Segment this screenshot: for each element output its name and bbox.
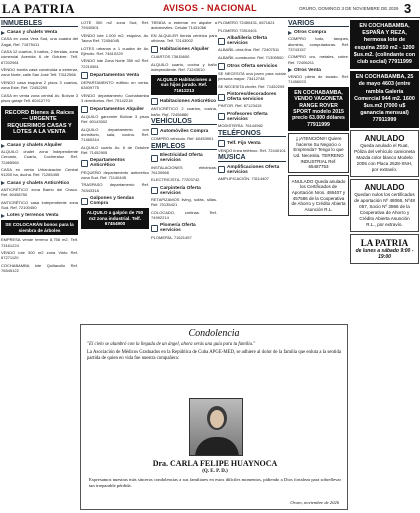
category-heading: Amplificaciones Oferta servicios bbox=[218, 165, 286, 175]
saw-icon bbox=[151, 187, 158, 194]
newspaper-logo: LA PATRIA bbox=[2, 1, 75, 16]
arrow-icon bbox=[1, 214, 5, 218]
paint-brush-icon bbox=[218, 94, 225, 101]
classified-ad: LOTE 300 m2 zona Sud, Ref. 79340501 bbox=[81, 20, 149, 31]
speaker-icon bbox=[218, 166, 225, 173]
section-banner-inmuebles: INMUEBLES bbox=[1, 21, 78, 27]
tools-icon bbox=[218, 63, 225, 70]
arrow-icon bbox=[1, 181, 5, 185]
classified-ad: ALQUILO departamento con dormitorio, sala, cocina. Ref. 71460244 bbox=[81, 126, 149, 143]
arrow-icon bbox=[1, 31, 5, 35]
anulado-notice bbox=[350, 179, 419, 232]
column-3 bbox=[151, 20, 217, 338]
column-1 bbox=[1, 20, 78, 510]
classified-ad: INSTALACIONES eléctricas. 76130968 bbox=[151, 164, 217, 175]
condolence-signature: Oruro, noviembre de 2026 bbox=[290, 500, 339, 505]
building-icon bbox=[81, 160, 88, 167]
featured-black-ad: ALQUILO a galpón de 750 m2 zona industrial. Telf. 67454900 bbox=[81, 208, 149, 229]
section-banner-empleos: EMPLEOS bbox=[151, 144, 217, 150]
classified-ad: VENDO bonita casa construida a estrenar, zona Norte, calle San José Telf. 73112566 bbox=[1, 67, 78, 78]
face-shape bbox=[210, 410, 224, 428]
bed-icon bbox=[151, 46, 158, 53]
classified-ad: COCHABAMBA lote Quillacollo Ref. 76545122 bbox=[1, 262, 78, 274]
classified-ad: ALQUILO cuarto Av. 6 de Octubre Ref. 71452905 bbox=[81, 144, 149, 155]
featured-black-ad: RECORD Bienes & Raíces — URGENTE REQUERIMOS CASAS Y LOTES A LA VENTA bbox=[1, 106, 78, 140]
condolence-body: La Asociación de Médicos Graduados en la República de Cuba APGE-MED, se adhiere al dolor de la familia que enluta a la sentida partida de quien en vida fue nuestra compañera: bbox=[87, 350, 341, 361]
classified-ad: ANTICRÉTICO 2 cuartos, cocina, baño. Ref. 72456880 bbox=[151, 106, 217, 117]
section-banner-telefonos: TELÉFONOS bbox=[218, 131, 286, 137]
anulado-title: ANULADO bbox=[364, 182, 405, 192]
classified-ad: PLOMERÍA. 71621457 bbox=[151, 234, 192, 240]
category-heading: Habitaciones Alquiler bbox=[151, 46, 217, 53]
classified-ad: COMPRO oro, metales, cobre. Ref. 72406211 bbox=[288, 54, 349, 65]
featured-black-ad: EN COCHABAMBA, VENDO VAGONETA RANGE ROVER SPORT modelo 2015 precio 63.000 dólares 77911999 bbox=[288, 87, 349, 131]
classified-ad: AMPLIFICACIÓN. 73114407 bbox=[218, 176, 269, 182]
column-2 bbox=[81, 20, 149, 338]
classified-ad: COMPRO todo, tanques, aluminio, computadoras. Ref. 73743157 bbox=[288, 36, 349, 52]
bed-icon bbox=[151, 98, 158, 105]
classified-ad: CASA en zona Vera Sud, una cuadra del Zagal, Ref. 71875411 bbox=[1, 36, 78, 47]
classified-ad: CUARTOS 73615600 bbox=[151, 54, 190, 60]
newspaper-logo: LA PATRIA bbox=[360, 237, 409, 248]
classified-ad: VENDO lote 300 m2 zona Vinto Ref. 67271120 bbox=[1, 250, 78, 261]
featured-black-ad: ALQUILO Habitaciones a sus hijos jurado. Ref. 71612213 bbox=[151, 75, 217, 96]
classified-ad: DEPARTAMENTO edificio en venta. 63409775 bbox=[81, 79, 149, 90]
classified-ad: ANTICRÉTICO zona Barrio del Chaco. Ref. 60458750 bbox=[1, 186, 78, 197]
newspaper-hours-ad bbox=[350, 234, 419, 264]
rest-in-peace: (Q. E. P. D.) bbox=[202, 469, 228, 474]
category-heading: Casas y chalets Anticrético bbox=[1, 181, 78, 186]
category-heading: Departamentos Alquiler bbox=[81, 106, 149, 113]
boxed-notice-ad: ANULADO Queda anulado los Certificados de Aportación Nros. 486407 y 457586 de la Cooperativa de Ahorro y Crédito Abierta Asunción R.L. bbox=[288, 175, 349, 217]
classified-ad: ALQUILO cuarto, cocina y baño independiente. Ref. 71243010 bbox=[151, 61, 217, 72]
boxed-notice-ad: ¡¡¡ATENCIÓN!!! Quiere hacerse Su Negocio o Emprenda? Tengo lo que Ud. Necesita. TERRENO INDUSTRIAL Ref. 65487753 bbox=[288, 133, 349, 173]
building-icon bbox=[81, 106, 88, 113]
condolence-footer: Expresamos nuestras más sinceras condolencias a sus familiares en estos difíciles momentos, pidiendo a Dios fortaleza para sobrellevar tan irreparable pérdida. bbox=[89, 477, 341, 488]
classified-ad: VENDO lote 1.000 m2, esquina, Av. Tacna Ref. 72454045 bbox=[81, 32, 149, 43]
classified-ad: SE NECESITA chofer. Ref. 71452209 bbox=[218, 83, 285, 89]
category-heading: Electricidad Oferta servicios bbox=[151, 153, 217, 163]
classified-ad: VENDO línea teléfono. Ref. 72440101 bbox=[218, 147, 286, 153]
classified-ad: LOTES urbanos a 1 cuadra de Av. Ejército. Ref. 74610220 bbox=[81, 45, 149, 56]
category-heading: Automóviles Compra bbox=[151, 128, 217, 135]
section-banner-musica: MÚSICA bbox=[218, 155, 286, 161]
category-heading: Departamentos Anticrético bbox=[81, 158, 149, 168]
classified-ad: TRASPASO departamento Ref. 76343318 bbox=[81, 182, 149, 193]
category-heading: Otros Oferta servicios bbox=[218, 63, 286, 70]
category-heading: Departamentos Venta bbox=[81, 72, 149, 79]
anulado-text: Quedan nulos los certificados de aportación Nº 48066, Nº48 057, Socio Nº 3866 de la Cooperativa de Ahorro y Crédito Abierta Asunción R.L., por extravío. bbox=[354, 191, 415, 227]
category-heading: Telf. Fijo Venta bbox=[218, 140, 286, 147]
category-heading: Otros Compra bbox=[288, 30, 349, 35]
column-4 bbox=[218, 20, 286, 338]
classified-ad: CASA en venta Urbanización Central 91200 ha, ducha. Ref. 71265455 bbox=[1, 167, 78, 178]
deceased-photo bbox=[189, 398, 243, 456]
arrow-icon bbox=[1, 144, 5, 148]
category-heading: Albañilería Oferta servicios bbox=[218, 36, 286, 46]
condolence-quote: "El cielo se alumbró con la llegada de un ángel, ahora serás una guía para tu familia." bbox=[87, 342, 256, 347]
store-icon bbox=[81, 198, 88, 205]
classified-ad: ANTICRÉTICO casa independiente zona Sud. Ref. 72100450 bbox=[1, 199, 78, 210]
classified-ad: PEQUEÑO departamento anticrético zona Sud. Ref. 71140445 bbox=[81, 169, 149, 180]
category-heading: Plomería Oferta servicios bbox=[151, 223, 217, 233]
classified-ad: VENDO casa esquina 2 pisos 3 cuartos, zona Este, Ref. 72452290 bbox=[1, 80, 78, 91]
classified-ad: PINTOR. Ref. 67123415 bbox=[218, 103, 262, 109]
classified-ad: COLOCADO, cortinas. Ref. 74992214 bbox=[151, 209, 217, 220]
classified-ad: VENDO lote Zona Norte 350 m2 Ref. 72210561 bbox=[81, 58, 149, 69]
category-heading: Otros Venta bbox=[288, 68, 349, 73]
featured-black-ad: SE COLOCARÁN bonos para la siembra de árboles bbox=[1, 220, 78, 235]
category-heading: Casas y chalets Venta bbox=[1, 30, 78, 35]
edition-date: ORURO, DOMINGO 3 DE NOVIEMBRE DE 2026 bbox=[299, 6, 399, 11]
category-heading: Casas y chalets Alquiler bbox=[1, 143, 78, 148]
book-icon bbox=[218, 113, 225, 120]
category-heading: Carpintería Oferta servicios bbox=[151, 186, 217, 196]
section-title: AVISOS - NACIONAL bbox=[163, 3, 257, 13]
classified-ad: ALBAÑIL constructor. Ref. 71305500 bbox=[218, 54, 284, 60]
category-heading: Galpones y tiendas Compra bbox=[81, 196, 149, 206]
phone-icon bbox=[218, 140, 225, 147]
classified-ad: PLOMERO 73910401 bbox=[218, 27, 257, 33]
classified-ad: EMPRESA vende terreno 8,758 m2. Telf. 73161224 bbox=[1, 237, 78, 248]
anulado-text: Queda anulado el Ruat, Póliza del vehículo camioneta Mazda color blanco Modelo 2005 con Placa 2528-XNH, por extravío. bbox=[354, 142, 415, 172]
arrow-icon bbox=[288, 68, 292, 72]
column-5 bbox=[288, 20, 349, 338]
classified-ad: CASA en venta zona central Av. Bolívar 3 pisos garaje Telf. 60412770 bbox=[1, 92, 78, 103]
featured-black-ad: EN COCHABAMBA, 25 de mayo 4603 (entre rambla Galería Comercial 944 m2. 1600 $us.m2 (7000 u$ ganancia mensual) 77911999 bbox=[350, 71, 419, 127]
classified-ad: ALQUILO chalet zona independiente Cercado, Cuarto, Cocheraluz Ref. 72465960 bbox=[1, 149, 78, 165]
bolt-icon bbox=[151, 155, 158, 162]
car-icon bbox=[151, 128, 158, 135]
category-heading: Profesores Oferta servicios bbox=[218, 112, 286, 122]
arrow-icon bbox=[288, 31, 292, 35]
category-heading: Pintores/decoradores Oferta servicios bbox=[218, 92, 286, 102]
category-heading: Lotes y terrenos Venta bbox=[1, 213, 78, 218]
classified-ad: MODISTERÍA. 76144982 bbox=[218, 123, 263, 129]
section-banner-varios: VARIOS bbox=[288, 21, 349, 27]
building-icon bbox=[81, 72, 88, 79]
classified-ad: COMPRO vehículo. Ref. 60453901 bbox=[151, 136, 214, 142]
office-hours: de lunes a sábado 9:00 - 19:00 bbox=[355, 247, 414, 260]
featured-black-ad: EN COCHABAMBA, ESPAÑA Y REZA, hermosa lote de esquina 2550 m2 - 1200 $us.m2. (colindante con club social) 77911999 bbox=[350, 20, 419, 69]
body-shape bbox=[195, 437, 239, 456]
category-heading: Habitaciones Anticrético bbox=[151, 98, 217, 105]
condolence-notice bbox=[80, 324, 348, 510]
faucet-icon bbox=[151, 225, 158, 232]
condolence-title: Condolencia bbox=[188, 328, 240, 339]
classified-ad: VENDO departamento Cochabamba 3 dormitorios. Ref. 70142218 bbox=[81, 92, 149, 103]
classified-ad: ELECTRICISTA. 77203742 bbox=[151, 177, 200, 183]
classified-ad: CASA 12 cuartos, 5 baños, 2 tiendas, zona comercial Avenida 6 de Octubre. Telf. 67202981 bbox=[1, 49, 78, 65]
classified-ad: EN ALQUILER tienda céntrica para oficinas. Telf. 72143002 bbox=[151, 32, 217, 43]
classified-ad: PLOMERO 72450431, 6571621 bbox=[218, 20, 275, 25]
page-number: 3 bbox=[404, 1, 412, 16]
classified-ad: ALQUILO garzonier Bolívar 3 pisos Ref. 60143002 bbox=[81, 114, 149, 125]
anulado-title: ANULADO bbox=[364, 133, 405, 143]
classified-ad: TIENDA a estrenar en alquiler a automóviles. Celular 71431066 bbox=[151, 20, 217, 31]
page-header bbox=[0, 0, 420, 18]
section-banner-vehiculos: VEHÍCULOS bbox=[151, 119, 217, 125]
classified-ad: RETAPIZAMOS living, sofás, sillas. Ref. 70135421 bbox=[151, 196, 217, 208]
anulado-notice bbox=[350, 130, 419, 177]
classified-ad: SE NECESITA una joven para cuidar persona mayor. 73412748 bbox=[218, 71, 286, 82]
brick-icon bbox=[218, 38, 225, 45]
right-ad-column bbox=[350, 20, 419, 510]
deceased-name: Dra. CARLA FELIPE HUAYNOCA bbox=[152, 459, 278, 468]
classified-ad: ALBAÑIL obra fina. Ref. 72407511 bbox=[218, 47, 280, 53]
classified-ad: VENDO pileta de lavado. Ref. 71456023 bbox=[288, 74, 349, 85]
